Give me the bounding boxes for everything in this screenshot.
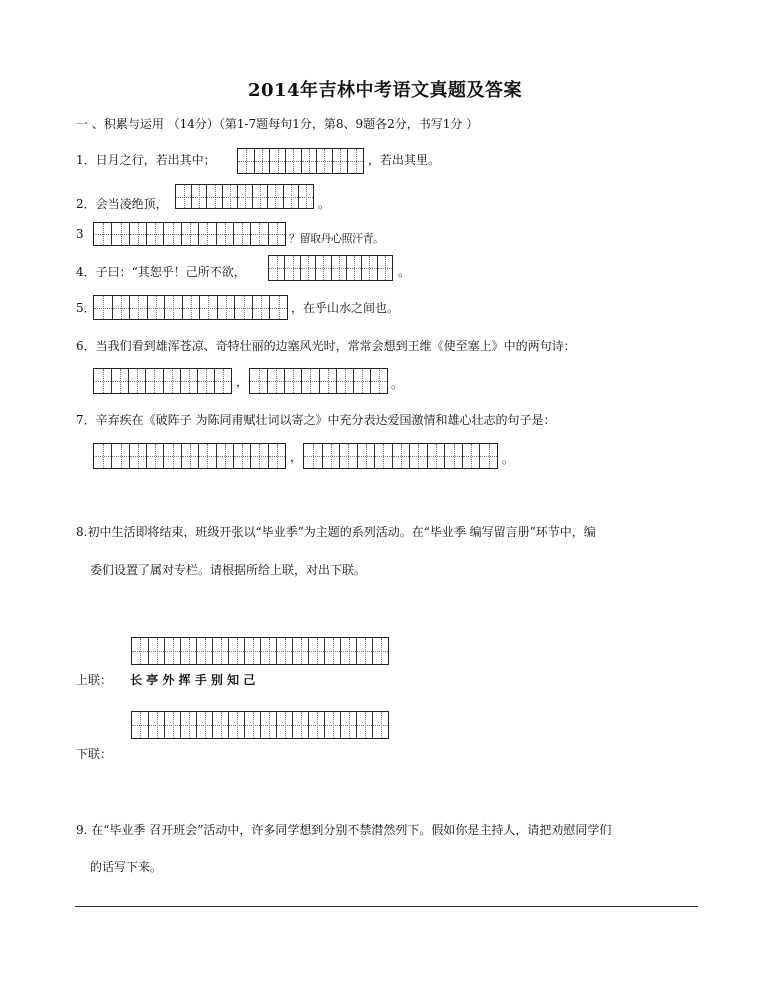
grid-cell[interactable] (128, 369, 145, 393)
grid-cell (148, 638, 164, 664)
grid-cell (340, 638, 356, 664)
grid-cell[interactable] (112, 296, 130, 319)
grid-cell[interactable] (180, 369, 197, 393)
q4-suffix: 。 (398, 265, 411, 279)
grid-cell[interactable] (163, 444, 180, 468)
grid-cell[interactable] (283, 185, 298, 208)
grid-cell[interactable] (322, 444, 340, 468)
grid-cell[interactable] (331, 256, 346, 280)
grid-cell[interactable] (357, 444, 375, 468)
grid-cell[interactable] (216, 223, 233, 245)
grid-cell[interactable] (301, 149, 317, 173)
grid-cell[interactable] (250, 223, 267, 245)
q8-upper-label: 上联： (76, 673, 113, 687)
grid-cell[interactable] (244, 712, 260, 738)
grid-cell (372, 638, 388, 664)
grid-cell (244, 638, 260, 664)
grid-cell (212, 638, 228, 664)
grid-cell[interactable] (300, 256, 315, 280)
grid-cell[interactable] (479, 444, 497, 468)
grid-cell[interactable] (147, 296, 165, 319)
grid-cell[interactable] (409, 444, 427, 468)
grid-cell[interactable] (324, 712, 340, 738)
grid-cell[interactable] (94, 223, 111, 245)
grid-cell[interactable] (260, 712, 276, 738)
q5-number: 5． (76, 301, 96, 315)
grid-cell[interactable] (181, 223, 198, 245)
grid-cell[interactable] (353, 369, 370, 393)
grid-cell[interactable] (339, 444, 357, 468)
answer-rule-line (75, 906, 698, 907)
q7-separator: ， (290, 450, 303, 464)
grid-cell[interactable] (214, 369, 231, 393)
q6-answer-grid-2[interactable] (249, 368, 388, 394)
grid-cell[interactable] (308, 712, 324, 738)
grid-cell[interactable] (164, 712, 180, 738)
q6-separator: ， (236, 375, 249, 389)
grid-cell[interactable] (267, 185, 282, 208)
grid-cell[interactable] (444, 444, 462, 468)
grid-cell[interactable] (316, 149, 332, 173)
q4-prompt: 4．子曰：“其恕乎！己所不欲， (76, 265, 246, 279)
grid-cell[interactable] (370, 369, 387, 393)
grid-cell[interactable] (148, 712, 164, 738)
grid-cell[interactable] (181, 444, 198, 468)
grid-cell[interactable] (212, 712, 228, 738)
grid-cell[interactable] (146, 444, 163, 468)
page-title: 2014年吉林中考语文真题及答案 (247, 80, 523, 101)
grid-cell[interactable] (233, 444, 250, 468)
grid-cell[interactable] (332, 149, 348, 173)
grid-cell (228, 638, 244, 664)
grid-cell[interactable] (94, 444, 111, 468)
grid-cell[interactable] (268, 223, 285, 245)
grid-cell[interactable] (304, 444, 322, 468)
grid-cell[interactable] (196, 712, 212, 738)
grid-cell[interactable] (267, 369, 284, 393)
grid-cell[interactable] (427, 444, 445, 468)
grid-cell[interactable] (347, 149, 363, 173)
grid-cell[interactable] (94, 369, 111, 393)
q2-answer-grid[interactable] (175, 184, 314, 209)
grid-cell[interactable] (94, 296, 112, 319)
q3-number: 3 (76, 227, 84, 241)
q2-suffix: 。 (318, 197, 331, 211)
q3-answer-grid[interactable] (93, 222, 286, 246)
grid-cell (260, 638, 276, 664)
grid-cell[interactable] (191, 185, 206, 208)
grid-cell (356, 638, 372, 664)
q6-end: 。 (391, 377, 404, 391)
grid-cell[interactable] (361, 256, 376, 280)
grid-cell[interactable] (197, 369, 214, 393)
grid-cell[interactable] (298, 185, 313, 208)
grid-cell[interactable] (319, 369, 336, 393)
q1-answer-grid[interactable] (237, 148, 364, 174)
q8-upper-grid (131, 637, 389, 665)
q7-answer-grid-1[interactable] (93, 443, 286, 469)
grid-cell[interactable] (340, 712, 356, 738)
q7-answer-grid-2[interactable] (303, 443, 498, 469)
grid-cell[interactable] (315, 256, 330, 280)
grid-cell[interactable] (269, 149, 285, 173)
q4-answer-grid[interactable] (268, 255, 393, 281)
grid-cell[interactable] (198, 223, 215, 245)
grid-cell[interactable] (346, 256, 361, 280)
grid-cell (324, 638, 340, 664)
grid-cell[interactable] (292, 712, 308, 738)
grid-cell[interactable] (356, 712, 372, 738)
q8-line-1: 8.初中生活即将结束，班级开张以“毕业季”为主题的系列活动。在“毕业季 编写留言册”环节中，编 (76, 525, 596, 539)
grid-cell[interactable] (372, 712, 388, 738)
grid-cell[interactable] (176, 185, 191, 208)
q8-upper-couplet: 长 亭 外 挥 手 别 知 己 (130, 673, 256, 687)
grid-cell (276, 638, 292, 664)
grid-cell[interactable] (377, 256, 392, 280)
grid-cell[interactable] (199, 296, 217, 319)
q5-answer-grid[interactable] (93, 295, 288, 320)
grid-cell (180, 638, 196, 664)
grid-cell[interactable] (228, 712, 244, 738)
grid-cell[interactable] (146, 223, 163, 245)
grid-cell[interactable] (269, 256, 284, 280)
grid-cell[interactable] (111, 223, 128, 245)
grid-cell[interactable] (462, 444, 480, 468)
grid-cell[interactable] (284, 369, 301, 393)
grid-cell[interactable] (164, 296, 182, 319)
grid-cell (308, 638, 324, 664)
grid-cell[interactable] (163, 223, 180, 245)
grid-cell[interactable] (111, 444, 128, 468)
grid-cell[interactable] (250, 369, 267, 393)
q2-prompt: 2．会当凌绝顶， (76, 197, 168, 211)
grid-cell[interactable] (392, 444, 410, 468)
q1-prompt: 1．日月之行，若出其中； (76, 153, 216, 167)
grid-cell[interactable] (206, 185, 221, 208)
q7-end: 。 (502, 452, 515, 466)
q1-suffix: ，若出其里。 (368, 153, 441, 167)
q9-line-1: 9. 在“毕业季 召开班会”活动中，许多同学想到分别不禁潸然列下。假如你是主持人，请把劝慰同学们 (76, 823, 612, 837)
grid-cell[interactable] (129, 444, 146, 468)
q5-suffix: ，在乎山水之间也。 (291, 301, 400, 315)
grid-cell[interactable] (252, 296, 270, 319)
grid-cell (132, 638, 148, 664)
grid-cell[interactable] (234, 296, 252, 319)
q8-lower-label: 下联： (76, 747, 113, 761)
q6-answer-grid-1[interactable] (93, 368, 232, 394)
grid-cell[interactable] (129, 223, 146, 245)
grid-cell[interactable] (129, 296, 147, 319)
grid-cell[interactable] (222, 185, 237, 208)
grid-cell[interactable] (237, 185, 252, 208)
grid-cell[interactable] (217, 296, 235, 319)
q7-prompt: 7．辛弃疾在《破阵子 为陈同甫赋壮词以寄之》中充分表达爱国激情和雄心壮志的句子是： (76, 413, 556, 427)
grid-cell[interactable] (269, 296, 287, 319)
grid-cell[interactable] (132, 712, 148, 738)
grid-cell[interactable] (336, 369, 353, 393)
grid-cell (164, 638, 180, 664)
grid-cell[interactable] (268, 444, 285, 468)
grid-cell[interactable] (250, 444, 267, 468)
grid-cell[interactable] (198, 444, 215, 468)
grid-cell[interactable] (276, 712, 292, 738)
grid-cell[interactable] (254, 149, 270, 173)
grid-cell[interactable] (163, 369, 180, 393)
grid-cell[interactable] (301, 369, 318, 393)
grid-cell (196, 638, 212, 664)
q9-line-2: 的话写下来。 (90, 860, 163, 874)
q6-prompt: 6．当我们看到雄浑苍凉、奇特壮丽的边塞风光时，常常会想到王维《使至塞上》中的两句诗： (76, 339, 576, 353)
q3-suffix: ？留取丹心照汗青。 (289, 232, 384, 245)
section-heading: 一 、积累与运用 （14分）（第1-7题每句1分，第8、9题各2分，书写1分 ） (76, 117, 479, 131)
grid-cell[interactable] (182, 296, 200, 319)
grid-cell[interactable] (111, 369, 128, 393)
grid-cell[interactable] (233, 223, 250, 245)
grid-cell[interactable] (285, 149, 301, 173)
grid-cell[interactable] (180, 712, 196, 738)
grid-cell[interactable] (284, 256, 299, 280)
grid-cell[interactable] (374, 444, 392, 468)
grid-cell[interactable] (145, 369, 162, 393)
q8-lower-grid[interactable] (131, 711, 389, 739)
grid-cell[interactable] (238, 149, 254, 173)
grid-cell[interactable] (252, 185, 267, 208)
q8-line-2: 委们设置了属对专栏。请根据所给上联，对出下联。 (90, 563, 367, 577)
grid-cell[interactable] (216, 444, 233, 468)
grid-cell (292, 638, 308, 664)
